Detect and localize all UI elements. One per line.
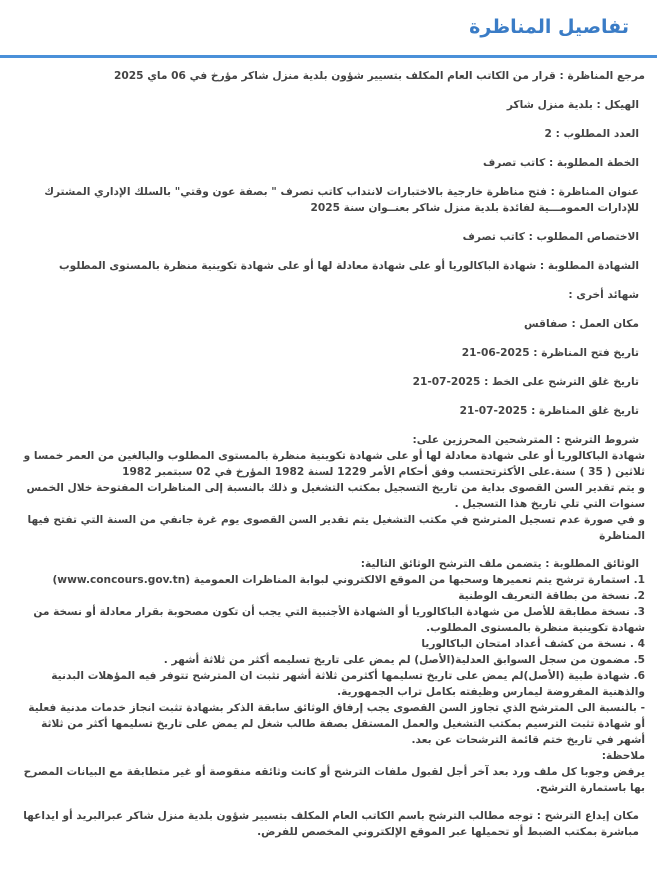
document-item: 1. استمارة ترشح يتم تعميرها وسحبها من الموقع الالكتروني لبوابة المناظرات العمومية (www.concours.gov.tn) xyxy=(52,574,645,586)
conditions-title: شروط الترشح : المترشحين المحرزين على: xyxy=(412,434,639,446)
field-online-closing-date: تاريخ غلق الترشح على الخط : 2025-07-21 xyxy=(412,376,639,388)
document-item: 3. نسخة مطابقة للأصل من شهادة الباكالوريا أو الشهادة الأجنبية التي يجب أن تكون مصحوبة بقرار معادلة أو نسخة من شهادة تكوينية منظرة بالمستوى المطلوب. xyxy=(33,606,645,634)
conditions-line: و في صورة عدم تسجيل المترشح في مكتب التشغيل يتم تقدير السن القصوى يوم غرة جانفي من السنة التي تفتح فيها المناظرة xyxy=(27,514,645,542)
field-required-specialty: الاختصاص المطلوب : كاتب تصرف xyxy=(462,231,639,243)
field-closing-date: تاريخ غلق المناظرة : 2025-07-21 xyxy=(459,405,639,417)
field-opening-date: تاريخ فتح المناظرة : 2025-06-21 xyxy=(461,347,639,359)
document-item: - بالنسبة الى المترشح الذي تجاوز السن القصوى يجب إرفاق الوثائق سابقة الذكر بشهادة تثبت انجاز خدمات مدنية فعلية أو شهادة تثبت الترسيم بمكتب التشغيل والعمل المستقل بصفة طالب شغل لم يمض على تاريخ تسليمها أكثر من ثلاثة أشهر في تاريخ ختم قائمة الترشحات عن بعد. xyxy=(28,702,645,746)
document-item: 2. نسخة من بطاقة التعريف الوطنية xyxy=(458,590,645,602)
note-text: يرفض وجوبا كل ملف ورد بعد آخر أجل لقبول ملفات الترشح أو كانت وثائقه منقوصة أو غير متطابقة مع البيانات المصرح بها باستمارة الترشح. xyxy=(23,766,645,794)
field-required-position: الخطة المطلوبة : كاتب تصرف xyxy=(482,157,639,169)
field-reference: مرجع المناظرة : قرار من الكاتب العام المكلف بتسيير شؤون بلدية منزل شاكر مؤرخ في 06 ماي 2025 xyxy=(114,70,645,82)
document-item: 5. مضمون من سجل السوابق العدلية(الأصل) لم يمض على تاريخ تسليمه أكثر من ثلاثة أشهر . xyxy=(163,654,645,666)
deposit-section xyxy=(16,808,645,840)
page-title: تفاصيل المناظرة xyxy=(469,16,629,38)
documents-title: الوثائق المطلوبة : يتضمن ملف الترشح الوثائق التالية: xyxy=(360,558,639,570)
field-other-degrees: شهائد أخرى : xyxy=(568,289,639,301)
field-required-degree: الشهادة المطلوبة : شهادة الباكالوريا أو على شهادة معادلة لها أو على شهادة تكوينية منظرة بالمستوى المطلوب xyxy=(59,260,639,272)
competition-details xyxy=(0,58,657,840)
document-item: 4 . نسخة من كشف أعداد امتحان الباكالوريا xyxy=(421,638,645,650)
conditions-section xyxy=(16,432,645,544)
page-header xyxy=(0,0,657,58)
document-item: 6. شهادة طبية (الأصل)لم يمض على تاريخ تسليمها أكثرمن ثلاثة أشهر تثبت ان المترشح تتوفر فيه المؤهلات البدنية والذهنية المفروضة ليمارس وظيفته بكامل تراب الجمهورية. xyxy=(51,670,645,698)
field-required-count: العدد المطلوب : 2 xyxy=(544,128,639,140)
field-structure: الهيكل : بلدية منزل شاكر xyxy=(506,99,639,111)
field-competition-title: عنوان المناظرة : فتح مناظرة خارجية بالاختبارات لانتداب كاتب تصرف " بصفة عون وقتي" بالسلك الإداري المشترك للإدارات العمومـــية لفائدة بلدية منزل شاكر بعنــوان سنة 2025 xyxy=(44,186,639,214)
conditions-line: شهادة الباكالوريا أو على شهادة معادلة لها أو على شهادة تكوينية منظرة بالمستوى المطلوب والبالغين من العمر خمسا و ثلاثين ( 35 ) سنة.على الأكثرتحتسب وفق أحكام الأمر 1229 لسنة 1982 المؤرخ في 02 سبتمبر 1982 xyxy=(23,450,645,478)
deposit-text: مكان إيداع الترشح : توجه مطالب الترشح باسم الكاتب العام المكلف بتسيير شؤون بلدية منزل شاكر عبرالبريد أو ايداعها مباشرة بمكتب الضبط أو تحميلها عبر الموقع الإلكتروني المخصص للفرض. xyxy=(23,810,639,838)
conditions-line: و يتم تقدير السن القصوى بداية من تاريخ التسجيل بمكتب التشغيل و ذلك بالنسبة إلى المناظرات المفتوحة خلال الخمس سنوات التي تلي تاريخ هذا التسجيل . xyxy=(26,482,645,510)
note-label: ملاحظة: xyxy=(601,750,645,762)
field-work-location: مكان العمل : صفاقس xyxy=(524,318,639,330)
documents-section xyxy=(16,556,645,796)
